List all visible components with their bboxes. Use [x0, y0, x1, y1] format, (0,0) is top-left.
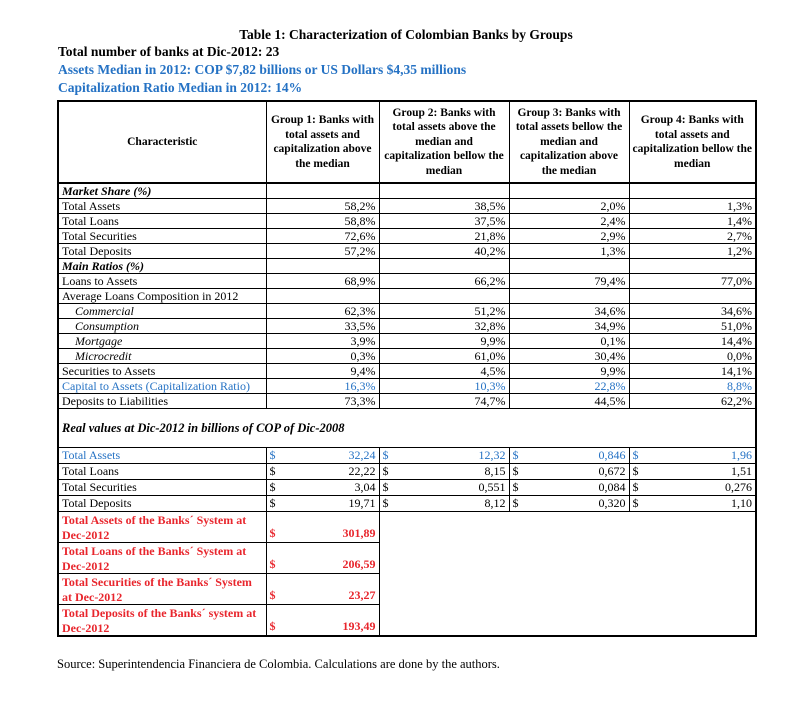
value-cell: 34,9%	[509, 319, 629, 334]
row-label-cell: Total Loans	[58, 464, 266, 480]
banks-system-total-row	[58, 574, 756, 605]
value-cell	[266, 605, 379, 637]
value-cell	[509, 480, 629, 496]
currency-symbol: $	[512, 480, 519, 494]
amount: 22,22	[348, 464, 376, 478]
currency-symbol: $	[269, 496, 276, 510]
currency-symbol: $	[512, 448, 519, 462]
blank-area	[379, 543, 509, 574]
value-cell: 58,2%	[266, 199, 379, 214]
table-row	[58, 334, 756, 349]
table-row	[58, 394, 756, 409]
amount: 206,59	[342, 557, 376, 571]
section-row-main-ratios	[58, 259, 756, 274]
row-label-cell: Deposits to Liabilities	[58, 394, 266, 409]
amount: 301,89	[342, 526, 376, 540]
capitalization-ratio-row	[58, 379, 756, 394]
empty-cell	[379, 183, 509, 199]
row-label-cell: Consumption	[58, 319, 266, 334]
value-cell: 34,6%	[509, 304, 629, 319]
banks-system-total-row	[58, 605, 756, 637]
row-label-cell: Total Assets	[58, 199, 266, 214]
empty-cell	[379, 289, 509, 304]
section-label: Main Ratios (%)	[58, 259, 266, 274]
value-cell: 38,5%	[379, 199, 509, 214]
currency-symbol: $	[269, 588, 276, 602]
value-cell: 61,0%	[379, 349, 509, 364]
source-note: Source: Superintendencia Financiera de Colombia. Calculations are done by the authors.	[57, 657, 500, 671]
value-cell: 30,4%	[509, 349, 629, 364]
currency-symbol: $	[269, 526, 276, 540]
table-row	[58, 199, 756, 214]
column-header-group3: Group 3: Banks with total assets bellow the median and capitalization above the median	[509, 101, 629, 183]
value-cell	[629, 480, 756, 496]
value-cell: 0,3%	[266, 349, 379, 364]
value-cell	[379, 480, 509, 496]
column-header-group2: Group 2: Banks with total assets above the median and capitalization bellow the median	[379, 101, 509, 183]
table-row	[58, 319, 756, 334]
value-cell: 44,5%	[509, 394, 629, 409]
row-label-cell: Total Deposits of the Banks´ system at Dec-2012	[58, 605, 266, 637]
currency-symbol: $	[632, 496, 639, 510]
amount: 0,084	[598, 480, 626, 494]
section-row-market-share	[58, 183, 756, 199]
amount: 0,846	[598, 448, 626, 462]
table-row	[58, 274, 756, 289]
currency-symbol: $	[269, 619, 276, 633]
value-cell	[629, 496, 756, 512]
value-cell: 2,9%	[509, 229, 629, 244]
row-label-cell: Total Loans of the Banks´ System at Dec-2012	[58, 543, 266, 574]
table-row	[58, 496, 756, 512]
blank-area	[509, 543, 629, 574]
empty-cell	[266, 259, 379, 274]
banks-groups-table	[57, 100, 757, 637]
row-label-cell: Microcredit	[58, 349, 266, 364]
value-cell	[629, 448, 756, 464]
page-title: Table 1: Characterization of Colombian Banks by Groups	[239, 27, 573, 42]
row-label-cell: Capital to Assets (Capitalization Ratio)	[58, 379, 266, 394]
currency-symbol: $	[269, 448, 276, 462]
value-cell	[266, 480, 379, 496]
header-row	[58, 101, 756, 183]
amount: 8,12	[484, 496, 506, 510]
value-cell: 37,5%	[379, 214, 509, 229]
value-cell	[266, 543, 379, 574]
currency-symbol: $	[512, 496, 519, 510]
value-cell: 22,8%	[509, 379, 629, 394]
empty-cell	[509, 183, 629, 199]
empty-cell	[629, 259, 756, 274]
value-cell: 57,2%	[266, 244, 379, 259]
blank-area	[379, 605, 509, 637]
blank-area	[379, 574, 509, 605]
currency-symbol: $	[382, 448, 389, 462]
value-cell: 2,0%	[509, 199, 629, 214]
value-cell: 2,7%	[629, 229, 756, 244]
value-cell: 72,6%	[266, 229, 379, 244]
amount: 32,24	[348, 448, 376, 462]
value-cell: 40,2%	[379, 244, 509, 259]
value-cell: 10,3%	[379, 379, 509, 394]
row-label-cell: Total Securities of the Banks´ System at Dec-2012	[58, 574, 266, 605]
blank-area	[509, 512, 629, 543]
table-row	[58, 289, 756, 304]
amount: 23,27	[348, 588, 376, 602]
value-cell	[509, 464, 629, 480]
value-cell: 2,4%	[509, 214, 629, 229]
value-cell	[509, 496, 629, 512]
value-cell: 73,3%	[266, 394, 379, 409]
empty-cell	[509, 289, 629, 304]
row-label-cell: Securities to Assets	[58, 364, 266, 379]
row-label-cell: Total Assets	[58, 448, 266, 464]
column-header-group1: Group 1: Banks with total assets and capitalization above the median	[266, 101, 379, 183]
value-cell	[266, 574, 379, 605]
value-cell: 21,8%	[379, 229, 509, 244]
row-label-cell: Commercial	[58, 304, 266, 319]
value-cell: 9,9%	[509, 364, 629, 379]
section-label: Real values at Dic-2012 in billions of COP of Dic-2008	[58, 409, 756, 448]
value-cell: 66,2%	[379, 274, 509, 289]
blank-area	[629, 512, 756, 543]
value-cell: 1,2%	[629, 244, 756, 259]
value-cell: 16,3%	[266, 379, 379, 394]
value-cell: 0,1%	[509, 334, 629, 349]
row-label-cell: Total Assets of the Banks´ System at Dec-2012	[58, 512, 266, 543]
value-cell: 4,5%	[379, 364, 509, 379]
table-row	[58, 349, 756, 364]
value-cell: 32,8%	[379, 319, 509, 334]
real-values-section-row	[58, 409, 756, 448]
row-label-cell: Mortgage	[58, 334, 266, 349]
amount: 1,10	[731, 496, 752, 510]
value-cell: 0,0%	[629, 349, 756, 364]
blank-area	[629, 574, 756, 605]
value-cell	[266, 512, 379, 543]
empty-cell	[379, 259, 509, 274]
value-cell	[379, 448, 509, 464]
value-cell: 1,3%	[509, 244, 629, 259]
value-cell: 62,2%	[629, 394, 756, 409]
value-cell: 3,9%	[266, 334, 379, 349]
value-cell: 14,4%	[629, 334, 756, 349]
currency-symbol: $	[632, 480, 639, 494]
value-cell: 1,4%	[629, 214, 756, 229]
table-row	[58, 244, 756, 259]
amount: 0,276	[725, 480, 752, 494]
currency-symbol: $	[269, 464, 276, 478]
empty-cell	[629, 289, 756, 304]
currency-symbol: $	[632, 448, 639, 462]
row-label-cell: Total Securities	[58, 480, 266, 496]
value-cell	[379, 496, 509, 512]
capitalization-ratio-line: Capitalization Ratio Median in 2012: 14%	[58, 80, 303, 95]
value-cell	[266, 496, 379, 512]
currency-symbol: $	[632, 464, 639, 478]
amount: 12,32	[478, 448, 506, 462]
document-page	[0, 26, 812, 672]
currency-symbol: $	[269, 557, 276, 571]
amount: 0,672	[598, 464, 626, 478]
currency-symbol: $	[269, 480, 276, 494]
value-cell	[629, 464, 756, 480]
value-cell	[379, 464, 509, 480]
total-banks-line: Total number of banks at Dic-2012: 23	[58, 44, 280, 59]
row-label-cell: Total Deposits	[58, 244, 266, 259]
value-cell: 51,2%	[379, 304, 509, 319]
blank-area	[509, 605, 629, 637]
value-cell	[266, 464, 379, 480]
table-row	[58, 229, 756, 244]
value-cell: 77,0%	[629, 274, 756, 289]
blank-area	[379, 512, 509, 543]
amount: 1,96	[731, 448, 752, 462]
column-header-characteristic: Characteristic	[58, 101, 266, 183]
value-cell: 33,5%	[266, 319, 379, 334]
section-label: Market Share (%)	[58, 183, 266, 199]
banks-system-total-row	[58, 512, 756, 543]
value-cell: 1,3%	[629, 199, 756, 214]
currency-symbol: $	[382, 480, 389, 494]
amount: 193,49	[342, 619, 376, 633]
blank-area	[629, 605, 756, 637]
amount: 19,71	[348, 496, 376, 510]
banks-system-total-row	[58, 543, 756, 574]
currency-symbol: $	[382, 496, 389, 510]
currency-symbol: $	[512, 464, 519, 478]
amount: 1,51	[731, 464, 752, 478]
empty-cell	[266, 183, 379, 199]
value-cell	[266, 448, 379, 464]
value-cell: 9,4%	[266, 364, 379, 379]
row-label-cell: Total Securities	[58, 229, 266, 244]
value-cell: 9,9%	[379, 334, 509, 349]
empty-cell	[509, 259, 629, 274]
row-label-cell: Average Loans Composition in 2012	[58, 289, 266, 304]
table-row	[58, 480, 756, 496]
blank-area	[509, 574, 629, 605]
table-row	[58, 464, 756, 480]
amount: 0,551	[478, 480, 506, 494]
amount: 8,15	[484, 464, 506, 478]
value-cell: 68,9%	[266, 274, 379, 289]
value-cell	[509, 448, 629, 464]
empty-cell	[629, 183, 756, 199]
value-cell: 58,8%	[266, 214, 379, 229]
assets-median-line: Assets Median in 2012: COP $7,82 billions or US Dollars $4,35 millions	[58, 62, 467, 77]
row-label-cell: Total Deposits	[58, 496, 266, 512]
table-row	[58, 304, 756, 319]
value-cell: 79,4%	[509, 274, 629, 289]
amount: 3,04	[354, 480, 376, 494]
value-cell: 62,3%	[266, 304, 379, 319]
table-row	[58, 448, 756, 464]
row-label-cell: Total Loans	[58, 214, 266, 229]
table-row	[58, 214, 756, 229]
value-cell: 34,6%	[629, 304, 756, 319]
empty-cell	[266, 289, 379, 304]
value-cell: 51,0%	[629, 319, 756, 334]
row-label-cell: Loans to Assets	[58, 274, 266, 289]
table-row	[58, 364, 756, 379]
value-cell: 14,1%	[629, 364, 756, 379]
value-cell: 74,7%	[379, 394, 509, 409]
currency-symbol: $	[382, 464, 389, 478]
amount: 0,320	[598, 496, 626, 510]
column-header-group4: Group 4: Banks with total assets and capitalization bellow the median	[629, 101, 756, 183]
blank-area	[629, 543, 756, 574]
value-cell: 8,8%	[629, 379, 756, 394]
